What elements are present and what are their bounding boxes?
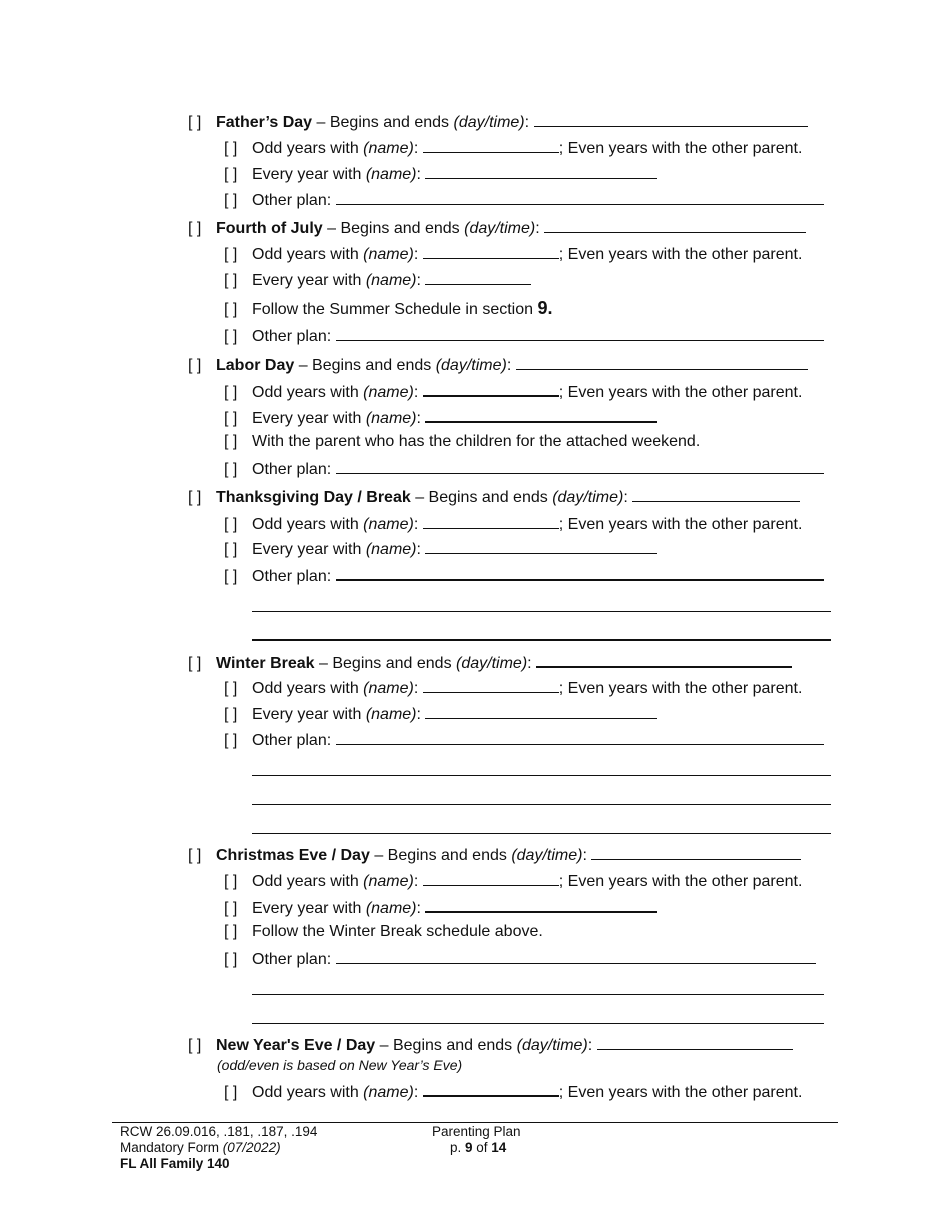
option-odd-years: [ ] Odd years with (name): ; Even years with the other parent. (224, 137, 802, 157)
option-odd-years: [ ] Odd years with (name): ; Even years with the other parent. (224, 380, 802, 400)
option-odd-years: [ ] Odd years with (name): ; Even years with the other parent. (224, 513, 802, 533)
footer-mandatory: Mandatory Form (07/2022) (120, 1140, 281, 1155)
daytime-field[interactable] (632, 486, 800, 502)
option-odd-years: [ ] Odd years with (name): ; Even years with the other parent. (224, 870, 802, 890)
checkbox[interactable]: [ ] (188, 655, 202, 672)
footer-center (432, 1124, 521, 1156)
labor-day-heading: [ ] Labor Day – Begins and ends (day/time): (188, 354, 808, 374)
new-years-heading: [ ] New Year's Eve / Day – Begins and ends (day/time): (188, 1034, 793, 1054)
daytime-field[interactable] (544, 217, 806, 233)
footer-left (120, 1124, 317, 1172)
name-field[interactable] (425, 406, 657, 423)
option-every-year: [ ] Every year with (name): (224, 163, 657, 183)
checkbox[interactable]: [ ] (224, 328, 238, 345)
other-plan-continuation-line[interactable] (252, 994, 824, 995)
checkbox[interactable]: [ ] (188, 220, 202, 237)
name-field[interactable] (423, 243, 559, 259)
other-plan-continuation-line[interactable] (252, 639, 831, 641)
daytime-field[interactable] (597, 1034, 793, 1050)
checkbox[interactable]: [ ] (224, 140, 238, 157)
name-field[interactable] (423, 380, 559, 397)
option-every-year: [ ] Every year with (name): (224, 703, 657, 723)
checkbox[interactable]: [ ] (188, 847, 202, 864)
checkbox[interactable]: [ ] (224, 951, 238, 968)
other-plan-field[interactable] (336, 458, 824, 474)
option-other-plan: [ ] Other plan: (224, 729, 824, 749)
name-field[interactable] (425, 538, 657, 554)
christmas-heading: [ ] Christmas Eve / Day – Begins and ends (day/time): (188, 844, 801, 864)
name-field[interactable] (423, 137, 559, 153)
section-title: Fourth of July (216, 220, 323, 237)
option-odd-years: [ ] Odd years with (name): ; Even years with the other parent. (224, 1080, 802, 1100)
footer-form-id: FL All Family 140 (120, 1156, 230, 1171)
checkbox[interactable]: [ ] (224, 516, 238, 533)
checkbox[interactable]: [ ] (188, 1037, 202, 1054)
checkbox[interactable]: [ ] (224, 166, 238, 183)
other-plan-field[interactable] (336, 948, 816, 964)
option-follow-summer: [ ] Follow the Summer Schedule in section 9. (224, 298, 553, 318)
name-field[interactable] (425, 896, 657, 913)
checkbox[interactable]: [ ] (224, 433, 238, 450)
section-title: Thanksgiving Day / Break (216, 489, 411, 506)
fathers-day-heading: [ ] Father’s Day – Begins and ends (day/time): (188, 111, 808, 131)
other-plan-continuation-line[interactable] (252, 833, 831, 834)
other-plan-continuation-line[interactable] (252, 1023, 824, 1024)
section-title: Labor Day (216, 357, 295, 374)
option-with-parent-weekend: [ ] With the parent who has the children for the attached weekend. (224, 433, 701, 450)
footer-doc-title: Parenting Plan (432, 1124, 521, 1139)
daytime-field[interactable] (516, 354, 808, 370)
other-plan-continuation-line[interactable] (252, 611, 831, 612)
daytime-field[interactable] (536, 651, 792, 668)
other-plan-field[interactable] (336, 325, 824, 341)
other-plan-field[interactable] (336, 189, 824, 205)
name-field[interactable] (423, 677, 559, 693)
option-every-year: [ ] Every year with (name): (224, 538, 657, 558)
checkbox[interactable]: [ ] (224, 900, 238, 917)
section-title: Father’s Day (216, 114, 313, 131)
name-field[interactable] (423, 870, 559, 886)
winter-break-heading: [ ] Winter Break – Begins and ends (day/time): (188, 651, 792, 671)
checkbox[interactable]: [ ] (224, 923, 238, 940)
checkbox[interactable]: [ ] (224, 461, 238, 478)
footer-divider (112, 1122, 838, 1123)
other-plan-continuation-line[interactable] (252, 804, 831, 805)
name-field[interactable] (425, 703, 657, 719)
option-every-year: [ ] Every year with (name): (224, 269, 531, 289)
checkbox[interactable]: [ ] (224, 873, 238, 890)
checkbox[interactable]: [ ] (224, 272, 238, 289)
other-plan-continuation-line[interactable] (252, 775, 831, 776)
checkbox[interactable]: [ ] (224, 568, 238, 585)
other-plan-field[interactable] (336, 564, 824, 581)
option-odd-years: [ ] Odd years with (name): ; Even years with the other parent. (224, 677, 802, 697)
checkbox[interactable]: [ ] (224, 301, 238, 318)
checkbox[interactable]: [ ] (224, 384, 238, 401)
name-field[interactable] (423, 1080, 559, 1097)
footer-page-number: p. 9 of 14 (450, 1140, 507, 1155)
checkbox[interactable]: [ ] (224, 706, 238, 723)
section-title: Christmas Eve / Day (216, 847, 370, 864)
daytime-field[interactable] (534, 111, 808, 127)
option-every-year: [ ] Every year with (name): (224, 896, 657, 916)
option-other-plan: [ ] Other plan: (224, 458, 824, 478)
checkbox[interactable]: [ ] (224, 732, 238, 749)
section-title: New Year's Eve / Day (216, 1037, 376, 1054)
checkbox[interactable]: [ ] (224, 410, 238, 427)
checkbox[interactable]: [ ] (224, 246, 238, 263)
option-odd-years: [ ] Odd years with (name): ; Even years with the other parent. (224, 243, 802, 263)
daytime-field[interactable] (591, 844, 801, 860)
name-field[interactable] (423, 513, 559, 529)
option-other-plan: [ ] Other plan: (224, 564, 824, 584)
option-other-plan: [ ] Other plan: (224, 189, 824, 209)
checkbox[interactable]: [ ] (224, 541, 238, 558)
checkbox[interactable]: [ ] (188, 357, 202, 374)
other-plan-field[interactable] (336, 729, 824, 745)
odd-even-note: (odd/even is based on New Year’s Eve) (217, 1057, 463, 1073)
fourth-of-july-heading: [ ] Fourth of July – Begins and ends (day/time): (188, 217, 806, 237)
option-every-year: [ ] Every year with (name): (224, 406, 657, 426)
checkbox[interactable]: [ ] (224, 1084, 238, 1101)
option-other-plan: [ ] Other plan: (224, 325, 824, 345)
checkbox[interactable]: [ ] (224, 192, 238, 209)
checkbox[interactable]: [ ] (224, 680, 238, 697)
thanksgiving-heading: [ ] Thanksgiving Day / Break – Begins and ends (day/time): (188, 486, 800, 506)
checkbox[interactable]: [ ] (188, 114, 202, 131)
footer-rcw: RCW 26.09.016, .181, .187, .194 (120, 1124, 318, 1139)
name-field[interactable] (425, 269, 531, 285)
option-follow-winter-break: [ ] Follow the Winter Break schedule above. (224, 923, 543, 940)
option-other-plan: [ ] Other plan: (224, 948, 816, 968)
name-field[interactable] (425, 163, 657, 179)
checkbox[interactable]: [ ] (188, 489, 202, 506)
section-title: Winter Break (216, 655, 315, 672)
